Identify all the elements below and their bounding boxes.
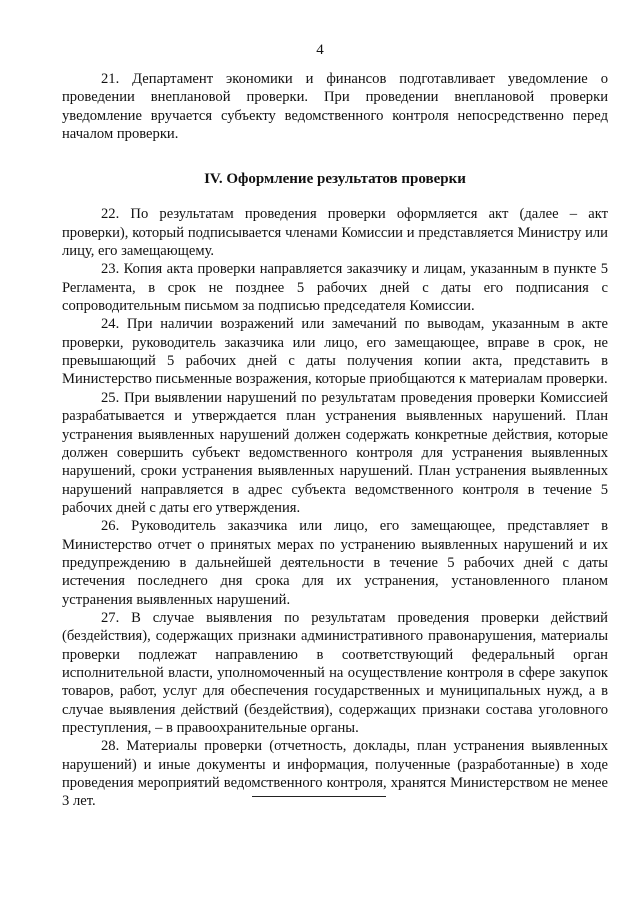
document-body [62, 70, 608, 811]
page-number: 4 [316, 42, 324, 58]
end-of-document-rule [252, 796, 386, 797]
paragraph-26: 26. Руководитель заказчика или лицо, его замещающее, представляет в Министерство отчет о принятых мерах по устранению выявленных нарушений и их предупреждению в дальнейшей деятельности в течение 5 рабочих дней с даты истечения последнего дня срока для их устранения, установленного планом устранения выявленных нарушений. [62, 518, 608, 608]
paragraph-24: 24. При наличии возражений или замечаний по выводам, указанным в акте проверки, руководитель заказчика или лицо, его замещающее, вправе в срок, не превышающий 5 рабочих дней с даты получения копии акта, представить в Министерство письменные возражения, которые приобщаются к материалам проверки. [62, 316, 608, 388]
paragraph-25: 25. При выявлении нарушений по результатам проведения проверки Комиссией разрабатывается и утверждается план устранения выявленных нарушений. План устранения выявленных нарушений должен содержать конкретные действия, которые должен совершить субъект ведомственного контроля для устранения выявленных нарушений, сроки устранения выявленных нарушений. План устранения выявленных нарушений направляется в адрес субъекта ведомственного контроля в течение 5 рабочих дней с даты его утверждения. [62, 389, 608, 516]
paragraph-28: 28. Материалы проверки (отчетность, доклады, план устранения выявленных нарушений) и иные документы и информация, полученные (разработанные) в ходе проведения мероприятий ведомственного контроля, хранятся Министерством не менее 3 лет. [62, 738, 608, 810]
paragraph-21: 21. Департамент экономики и финансов подготавливает уведомление о проведении внеплановой проверки. При проведении внеплановой проверки уведомление вручается субъекту ведомственного контроля непосредственно перед началом проверки. [62, 71, 608, 143]
paragraph-23: 23. Копия акта проверки направляется заказчику и лицам, указанным в пункте 5 Регламента, в срок не позднее 5 рабочих дней с даты его подписания с сопроводительным письмом за подписью председателя Комиссии. [62, 261, 608, 315]
section-heading: IV. Оформление результатов проверки [204, 171, 466, 188]
paragraph-22: 22. По результатам проведения проверки оформляется акт (далее – акт проверки), который подписывается членами Комиссии и представляется Министру или лицу, его замещающему. [62, 206, 608, 260]
paragraph-27: 27. В случае выявления по результатам проведения проверки действий (бездействия), содержащих признаки административного правонарушения, материалы проверки подлежат направлению в соответствующий федеральный орган исполнительной власти, уполномоченный на осуществление контроля в сфере закупок товаров, работ, услуг для обеспечения государственных и муниципальных нужд, а в случае выявления действий (бездействия), содержащих признаки состава уголовного преступления, – в правоохранительные органы. [62, 609, 608, 736]
